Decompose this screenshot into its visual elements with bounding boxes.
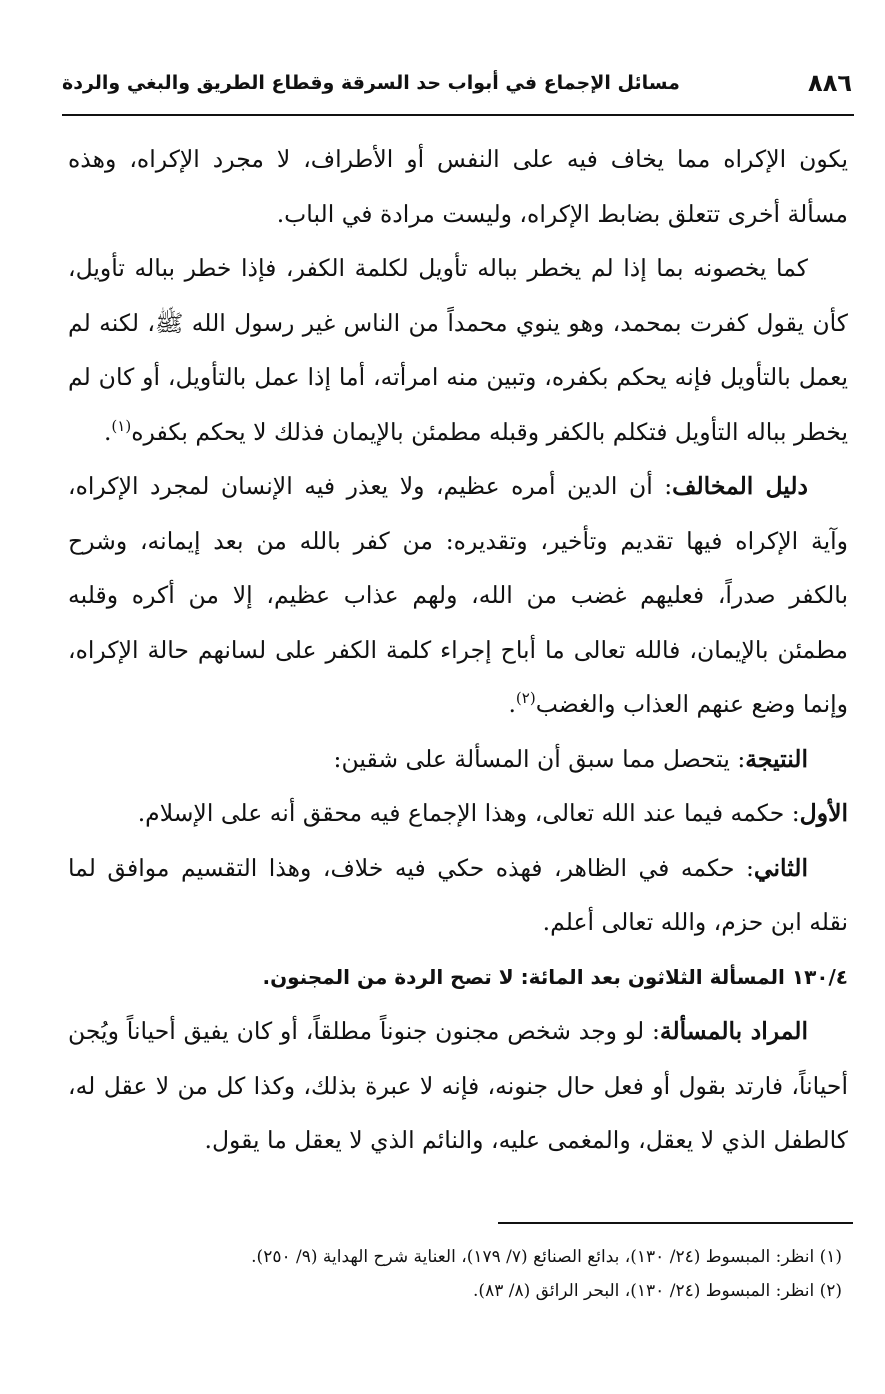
running-header (62, 58, 852, 108)
footnote-ref[interactable]: (١) (111, 416, 132, 435)
paragraph-end: . (103, 417, 112, 446)
paragraph (68, 459, 848, 732)
paragraph-text: كما يخصونه بما إذا لم يخطر بباله تأويل لكلمة الكفر، فإذا خطر بباله تأويل، كأن يقول كفرت بمحمد، وهو ينوي محمداً من الناس غير رسول الله ﷺ، لكنه لم يعمل بالتأويل فإنه يحكم بكفره، وتبين منه امرأته، أما إذا عمل بالتأويل، أو كان لم يخطر بباله التأويل فتكلم بالكفر وقبله مطمئن بالإيمان فذلك لا يحكم بكفره (68, 254, 848, 446)
paragraph-label: دليل المخالف (672, 472, 808, 500)
paragraph-text: : حكمه فيما عند الله تعالى، وهذا الإجماع فيه محقق أنه على الإسلام. (137, 799, 800, 827)
main-text (68, 132, 848, 1168)
footnote: (٢) انظر: المبسوط (٢٤/ ١٣٠)، البحر الرائق (٨/ ٨٣). (473, 1281, 842, 1301)
paragraph-label: الأول (799, 799, 848, 827)
paragraph-text: : حكمه في الظاهر، فهذه حكي فيه خلاف، وهذا التقسيم موافق لما نقله ابن حزم، والله تعالى أعلم. (68, 853, 848, 936)
paragraph (68, 841, 848, 950)
running-title: مسائل الإجماع في أبواب حد السرقة وقطاع الطريق والبغي والردة (62, 72, 680, 94)
page-number: ٨٨٦ (808, 69, 852, 97)
footnotes (68, 1240, 850, 1308)
paragraph (68, 241, 848, 459)
footnote-divider (498, 1222, 853, 1224)
paragraph-end: . (508, 690, 516, 718)
paragraph-label: المراد بالمسألة (659, 1017, 808, 1045)
paragraph (68, 732, 848, 787)
issue-heading: ١٣٠/٤ المسألة الثلاثون بعد المائة: لا تصح الردة من المجنون. (262, 964, 848, 989)
paragraph-label: النتيجة (745, 744, 808, 773)
paragraph-text: : أن الدين أمره عظيم، ولا يعذر فيه الإنسان لمجرد الإكراه، وآية الإكراه فيها تقديم وتأخير، وتقديره: من كفر بالله من بعد إيمانه، وشرح بالكفر صدراً، فعليهم غضب من الله، ولهم عذاب عظيم، إلا من أكره وقلبه مطمئن بالإيمان، فالله تعالى ما أباح إجراء كلمة الكفر على لسانهم حالة الإكراه، وإنما وضع عنهم العذاب والغضب (68, 472, 848, 718)
paragraph-text: : لو وجد شخص مجنون جنوناً مطلقاً، أو كان يفيق أحياناً ويُجن أحياناً، فارتد بقول أو فعل حال جنونه، فإنه لا عبرة بذلك، وكذا كل من لا عقل له، كالطفل الذي لا يعقل، والمغمى عليه، والنائم الذي لا يعقل ما يقول. (68, 1017, 848, 1154)
footnote-ref[interactable]: (٢) (515, 689, 536, 708)
paragraph-text: : يتحصل مما سبق أن المسألة على شقين: (333, 744, 746, 773)
header-divider (62, 114, 854, 116)
paragraph (68, 786, 848, 841)
footnote: (١) انظر: المبسوط (٢٤/ ١٣٠)، بدائع الصنائع (٧/ ١٧٩)، العناية شرح الهداية (٩/ ٢٥٠). (251, 1247, 842, 1267)
paragraph (68, 1004, 848, 1168)
paragraph-label: الثاني (753, 853, 808, 882)
paragraph: يكون الإكراه مما يخاف فيه على النفس أو الأطراف، لا مجرد الإكراه، وهذه مسألة أخرى تتعلق بضابط الإكراه، وليست مرادة في الباب. (68, 145, 848, 228)
